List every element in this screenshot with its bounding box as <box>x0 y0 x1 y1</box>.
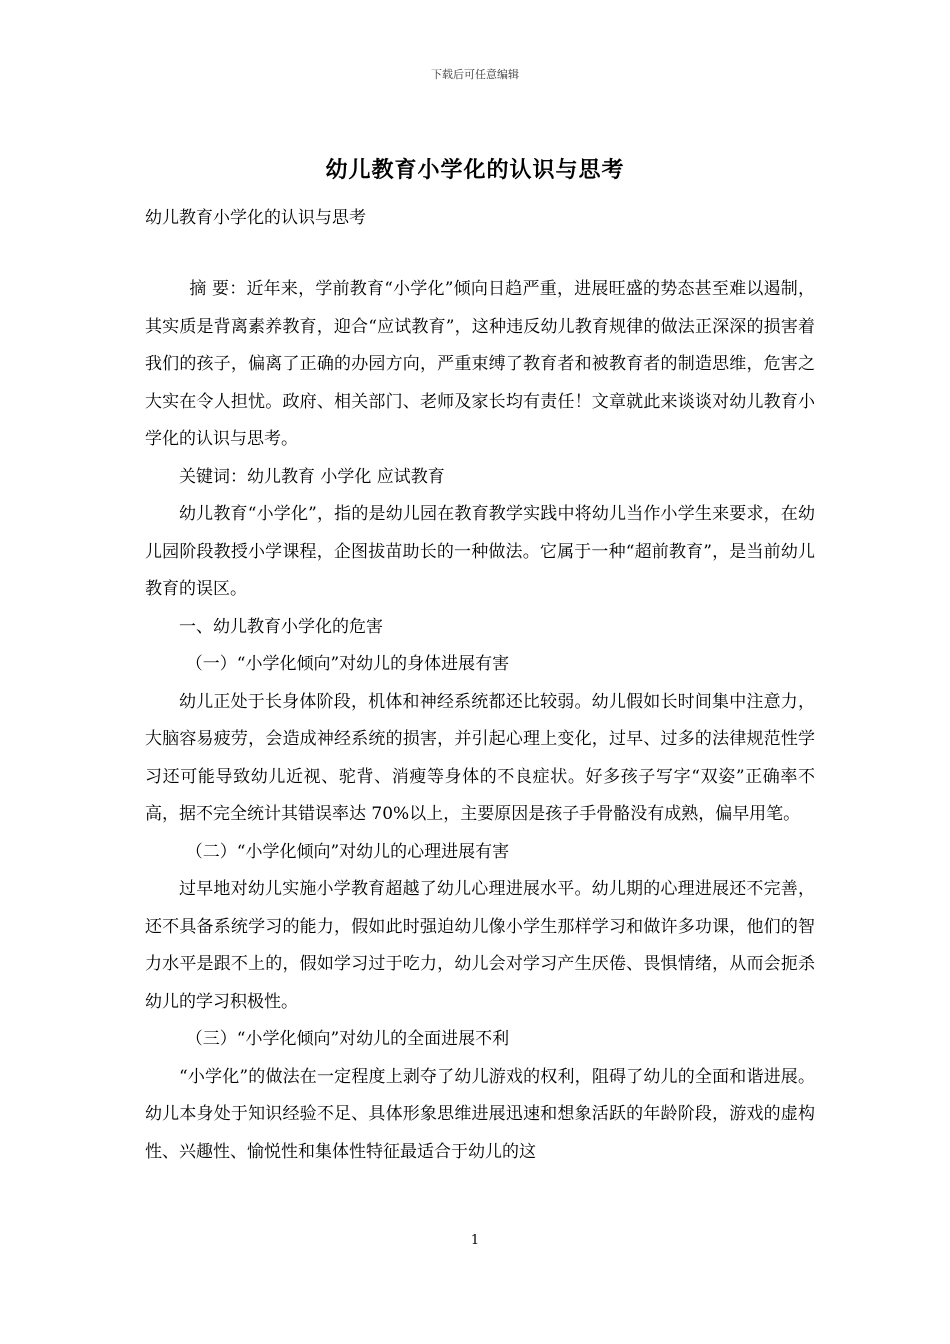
subsection-heading: （二）“小学化倾向”对幼儿的心理进展有害 <box>185 841 510 862</box>
body-paragraph: 过早地对幼儿实施小学教育超越了幼儿心理进展水平。幼儿期的心理进展还不完善，还不具备系统学习的能力，假如此时强迫幼儿像小学生那样学习和做许多功课，他们的智力水平是跟不上的，假如学习过于吃力，幼儿会对学习产生厌倦、畏惧情绪，从而会扼杀幼儿的学习积极性。 <box>145 879 815 1012</box>
subsection-heading: （三）“小学化倾向”对幼儿的全面进展不利 <box>185 1029 510 1049</box>
body-paragraph: “小学化”的做法在一定程度上剥夺了幼儿游戏的权利，阻碍了幼儿的全面和谐进展。幼儿本身处于知识经验不足、具体形象思维进展迅速和想象活跃的年龄阶段，游戏的虚构性、兴趣性、愉悦性和集体性特征最适合于幼儿的这 <box>145 1066 815 1162</box>
subsection-heading: （一）“小学化倾向”对幼儿的身体进展有害 <box>185 654 510 674</box>
body-paragraph: 幼儿正处于长身体阶段，机体和神经系统都还比较弱。幼儿假如长时间集中注意力，大脑容易疲劳，会造成神经系统的损害，并引起心理上变化，过早、过多的法律规范性学习还可能导致幼儿近视、驼背、消瘦等身体的不良症状。好多孩子写字“双姿”正确率不高，据不完全统计其错误率达 70%以上，主要原因是孩子手骨骼没有成熟，偏早用笔。 <box>145 691 815 824</box>
document-title: 幼儿教育小学化的认识与思考 <box>325 157 625 183</box>
page-number: 1 <box>470 1233 480 1248</box>
header-note: 下载后可任意编辑 <box>431 68 519 81</box>
abstract-paragraph: 摘 要：近年来，学前教育“小学化”倾向日趋严重，进展旺盛的势态甚至难以遏制，其实质是背离素养教育，迎合“应试教育”，这种违反幼儿教育规律的做法正深深的损害着我们的孩子，偏离了正确的办园方向，严重束缚了教育者和被教育者的制造思维，危害之大实在令人担忧。政府、相关部门、老师及家长均有责任！文章就此来谈谈对幼儿教育小学化的认识与思考。 <box>145 279 815 449</box>
document-body <box>145 271 815 1171</box>
document-subtitle: 幼儿教育小学化的认识与思考 <box>145 208 366 228</box>
body-paragraph: 幼儿教育“小学化”，指的是幼儿园在教育教学实践中将幼儿当作小学生来要求，在幼儿园阶段教授小学课程，企图拔苗助长的一种做法。它属于一种“超前教育”，是当前幼儿教育的误区。 <box>145 504 815 599</box>
section-heading: 一、幼儿教育小学化的危害 <box>179 616 383 637</box>
keywords-paragraph: 关键词：幼儿教育 小学化 应试教育 <box>179 466 445 487</box>
